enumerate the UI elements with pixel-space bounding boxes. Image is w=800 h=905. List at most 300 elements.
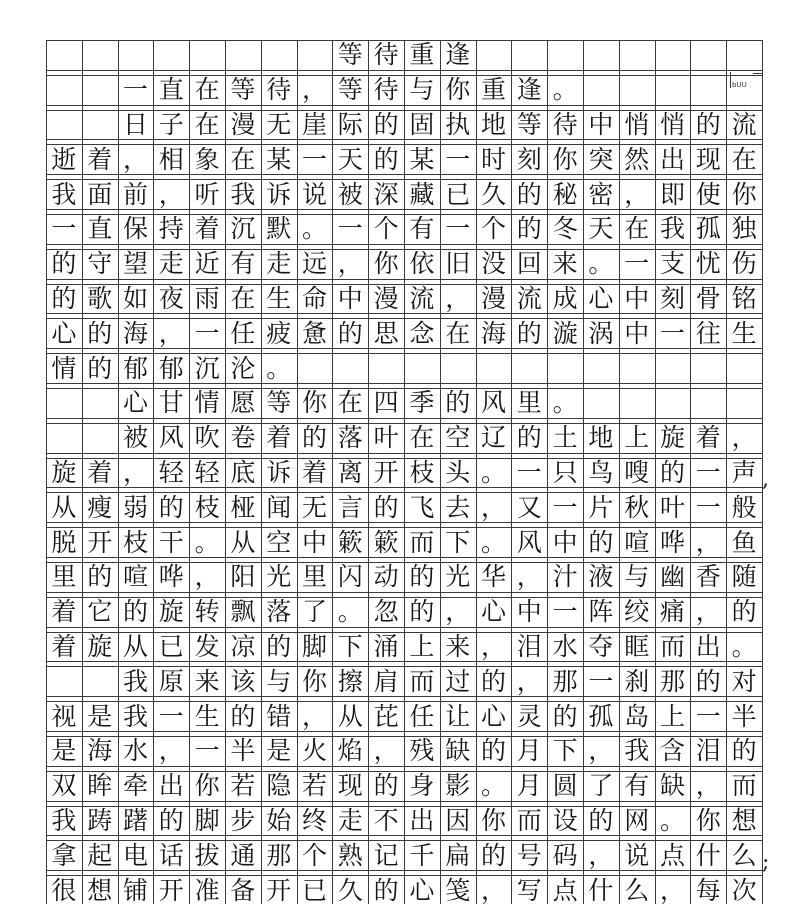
text-character: 与 <box>409 75 435 105</box>
text-character: 来 <box>552 249 578 279</box>
text-character: ， <box>373 736 399 766</box>
text-character: 海 <box>480 318 506 348</box>
overflow-punctuation: , <box>762 467 769 492</box>
text-character: 无 <box>301 492 327 522</box>
text-character: 的 <box>516 214 542 244</box>
text-character: 生 <box>731 318 757 348</box>
text-character: 个 <box>480 214 506 244</box>
text-character: 开 <box>266 875 292 905</box>
text-character: 心 <box>480 597 506 627</box>
text-character: 影 <box>445 771 471 801</box>
text-character: 而 <box>409 666 435 696</box>
text-character: 回 <box>516 249 542 279</box>
text-character: 已 <box>158 631 184 661</box>
text-character: 孤 <box>695 214 721 244</box>
grid-line-horizontal <box>46 105 762 106</box>
text-character: 已 <box>301 875 327 905</box>
text-character: ， <box>516 562 542 592</box>
text-character: 次 <box>731 875 757 905</box>
grid-line-horizontal <box>46 383 762 384</box>
text-character: 起 <box>87 840 113 870</box>
text-character: 地 <box>588 423 614 453</box>
text-character: ， <box>480 875 506 905</box>
text-character: 落 <box>337 423 363 453</box>
text-character: 鱼 <box>731 527 757 557</box>
grid-line-horizontal <box>46 244 762 245</box>
text-character: 飘 <box>230 597 256 627</box>
text-character: 走 <box>337 805 363 835</box>
text-character: 时 <box>480 144 506 174</box>
text-character: 的 <box>516 423 542 453</box>
text-character: 弱 <box>122 492 148 522</box>
text-character: 诉 <box>266 179 292 209</box>
text-character: 原 <box>158 666 184 696</box>
grid-line-horizontal <box>46 209 762 210</box>
text-character: 现 <box>695 144 721 174</box>
text-character: ， <box>122 144 148 174</box>
grid-line-horizontal <box>46 174 762 175</box>
text-character: ， <box>695 771 721 801</box>
text-character: 鸟 <box>588 457 614 487</box>
text-character: ， <box>480 631 506 661</box>
grid-line-horizontal <box>46 348 762 349</box>
text-character: 一 <box>695 701 721 731</box>
text-character: 因 <box>445 805 471 835</box>
text-character: 涌 <box>373 631 399 661</box>
text-character: 不 <box>373 805 399 835</box>
text-character: 出 <box>659 144 685 174</box>
text-character: 着 <box>301 457 327 487</box>
text-character: 中 <box>552 527 578 557</box>
grid-line-horizontal <box>46 766 762 767</box>
text-character: 的 <box>337 318 363 348</box>
text-character: 久 <box>480 179 506 209</box>
text-character: 深 <box>373 179 399 209</box>
text-character: 的 <box>695 109 721 139</box>
text-character: 灵 <box>516 701 542 731</box>
text-character: 缺 <box>659 771 685 801</box>
text-character: ， <box>158 736 184 766</box>
text-character: 泪 <box>695 736 721 766</box>
text-character: 密 <box>588 179 614 209</box>
text-character: 藏 <box>409 179 435 209</box>
text-character: 悄 <box>624 109 650 139</box>
text-character: 中 <box>516 597 542 627</box>
grid-line-horizontal <box>46 557 762 558</box>
text-character: 然 <box>624 144 650 174</box>
text-character: 号 <box>516 840 542 870</box>
text-character: 辽 <box>480 423 506 453</box>
text-character: 中 <box>588 109 614 139</box>
text-character: 喧 <box>624 527 650 557</box>
text-character: 来 <box>194 666 220 696</box>
text-character: 那 <box>266 840 292 870</box>
text-character: 终 <box>301 805 327 835</box>
text-character: 涡 <box>588 318 614 348</box>
text-character: ， <box>158 179 184 209</box>
text-character: 已 <box>445 179 471 209</box>
text-character: 的 <box>373 109 399 139</box>
text-character: 面 <box>87 179 113 209</box>
text-character: 漫 <box>230 109 256 139</box>
text-character: 旋 <box>659 423 685 453</box>
text-character: 头 <box>445 457 471 487</box>
text-character: 的 <box>552 701 578 731</box>
grid-line-horizontal <box>46 453 762 454</box>
text-character: 开 <box>373 457 399 487</box>
text-character: 缺 <box>445 736 471 766</box>
text-character: 牵 <box>122 771 148 801</box>
text-character: 里 <box>516 388 542 418</box>
text-character: 在 <box>194 109 220 139</box>
text-character: 备 <box>230 875 256 905</box>
text-character: ， <box>731 423 757 453</box>
text-character: 一 <box>194 318 220 348</box>
text-character: 的 <box>373 771 399 801</box>
text-character: 执 <box>445 109 471 139</box>
text-character: 漫 <box>373 283 399 313</box>
text-character: 着 <box>87 144 113 174</box>
text-character: 月 <box>516 736 542 766</box>
text-character: 含 <box>659 736 685 766</box>
text-character: 逝 <box>51 144 77 174</box>
text-character: 惫 <box>301 318 327 348</box>
text-character: 电 <box>122 840 148 870</box>
text-character: 你 <box>301 666 327 696</box>
text-character: 夜 <box>158 283 184 313</box>
text-character: 片 <box>588 492 614 522</box>
text-character: 若 <box>301 771 327 801</box>
text-character: 说 <box>301 179 327 209</box>
text-character: 光 <box>266 562 292 592</box>
text-character: 流 <box>409 283 435 313</box>
text-character: 扁 <box>445 840 471 870</box>
text-character: 什 <box>695 840 721 870</box>
text-character: 心 <box>409 875 435 905</box>
text-character: 歌 <box>87 283 113 313</box>
text-character: 你 <box>373 249 399 279</box>
text-character: 一 <box>158 701 184 731</box>
text-character: 泪 <box>516 631 542 661</box>
text-character: 命 <box>301 283 327 313</box>
text-character: 簌 <box>373 527 399 557</box>
text-character: 中 <box>301 527 327 557</box>
text-character: 土 <box>552 423 578 453</box>
text-character: ， <box>158 318 184 348</box>
text-character: 只 <box>552 457 578 487</box>
text-character: 久 <box>337 875 363 905</box>
text-character: 那 <box>552 666 578 696</box>
text-character: 叶 <box>659 492 685 522</box>
grid-line-horizontal <box>46 313 762 314</box>
margin-tick <box>753 70 763 71</box>
text-character: 中 <box>624 318 650 348</box>
text-character: 。 <box>194 527 220 557</box>
text-character: 的 <box>731 597 757 627</box>
text-character: 在 <box>230 283 256 313</box>
text-character: 的 <box>266 631 292 661</box>
text-character: 沉 <box>194 353 220 383</box>
text-character: ， <box>445 283 471 313</box>
text-character: 点 <box>552 875 578 905</box>
text-character: 。 <box>588 249 614 279</box>
text-character: 。 <box>480 771 506 801</box>
text-character: 诉 <box>266 457 292 487</box>
text-character: 。 <box>731 631 757 661</box>
text-character: 逢 <box>516 75 542 105</box>
text-character: 着 <box>87 457 113 487</box>
text-character: 码 <box>552 840 578 870</box>
text-character: 孤 <box>588 701 614 731</box>
text-character: 心 <box>480 701 506 731</box>
text-character: ， <box>301 701 327 731</box>
text-character: 一 <box>624 249 650 279</box>
text-character: 旧 <box>445 249 471 279</box>
text-character: 我 <box>122 701 148 731</box>
text-character: 的 <box>301 423 327 453</box>
text-character: 在 <box>337 388 363 418</box>
text-character: 着 <box>194 214 220 244</box>
text-character: 使 <box>695 179 721 209</box>
text-character: 出 <box>695 631 721 661</box>
text-character: 一 <box>588 666 614 696</box>
text-character: ， <box>516 666 542 696</box>
text-character: 残 <box>409 736 435 766</box>
text-character: 阵 <box>588 597 614 627</box>
text-character: 你 <box>695 805 721 835</box>
text-character: 身 <box>409 771 435 801</box>
text-character: 下 <box>552 736 578 766</box>
text-character: 你 <box>194 771 220 801</box>
text-character: 脱 <box>51 527 77 557</box>
text-character: 着 <box>51 631 77 661</box>
text-character: 有 <box>230 249 256 279</box>
text-character: 凉 <box>230 631 256 661</box>
text-character: 下 <box>337 631 363 661</box>
text-character: 生 <box>194 701 220 731</box>
text-character: 夺 <box>588 631 614 661</box>
text-character: 液 <box>588 562 614 592</box>
text-character: 是 <box>266 736 292 766</box>
text-character: 话 <box>158 840 184 870</box>
text-character: 水 <box>122 736 148 766</box>
text-character: 开 <box>87 527 113 557</box>
text-character: 写 <box>516 875 542 905</box>
text-character: 在 <box>624 214 650 244</box>
text-character: 往 <box>695 318 721 348</box>
text-character: 等 <box>516 109 542 139</box>
text-character: 从 <box>230 527 256 557</box>
text-character: 铺 <box>122 875 148 905</box>
grid-line-horizontal <box>46 696 762 697</box>
text-character: 肩 <box>373 666 399 696</box>
text-character: 又 <box>516 492 542 522</box>
text-character: 在 <box>194 75 220 105</box>
text-character: 眸 <box>87 771 113 801</box>
text-character: 而 <box>659 631 685 661</box>
text-character: 那 <box>659 666 685 696</box>
text-character: 在 <box>445 318 471 348</box>
text-character: 在 <box>409 423 435 453</box>
text-character: 四 <box>373 388 399 418</box>
text-character: 的 <box>588 527 614 557</box>
text-character: 一 <box>194 736 220 766</box>
text-character: 言 <box>337 492 363 522</box>
text-character: 汁 <box>552 562 578 592</box>
text-character: 地 <box>480 109 506 139</box>
text-character: 成 <box>552 283 578 313</box>
text-character: 一 <box>516 457 542 487</box>
text-character: 随 <box>731 562 757 592</box>
text-character: 一 <box>337 214 363 244</box>
text-character: 声 <box>731 457 757 487</box>
text-character: 般 <box>731 492 757 522</box>
text-character: 秋 <box>624 492 650 522</box>
text-character: 旋 <box>51 457 77 487</box>
text-character: 熟 <box>337 840 363 870</box>
text-character: 一 <box>51 214 77 244</box>
text-character: 从 <box>337 701 363 731</box>
text-character: 岛 <box>624 701 650 731</box>
text-character: 我 <box>51 805 77 835</box>
text-character: 守 <box>87 249 113 279</box>
text-character: 发 <box>194 631 220 661</box>
text-character: 的 <box>122 597 148 627</box>
text-character: 。 <box>480 457 506 487</box>
text-character: 的 <box>409 597 435 627</box>
text-character: 与 <box>624 562 650 592</box>
text-character: ， <box>337 249 363 279</box>
text-character: 崖 <box>301 109 327 139</box>
text-character: 的 <box>87 353 113 383</box>
text-character: 思 <box>373 318 399 348</box>
margin-tick <box>753 73 763 74</box>
text-character: 一 <box>445 214 471 244</box>
text-character: 个 <box>373 214 399 244</box>
text-character: 忧 <box>695 249 721 279</box>
text-character: 郁 <box>158 353 184 383</box>
text-character: 很 <box>51 875 77 905</box>
text-character: 卷 <box>230 423 256 453</box>
text-character: 现 <box>337 771 363 801</box>
text-character: 哗 <box>659 527 685 557</box>
text-character: 转 <box>194 597 220 627</box>
text-character: 笺 <box>445 875 471 905</box>
text-character: 一 <box>695 492 721 522</box>
text-character: 出 <box>409 805 435 835</box>
text-character: 喧 <box>122 562 148 592</box>
overflow-punctuation: ; <box>762 850 770 875</box>
text-character: 海 <box>87 736 113 766</box>
text-character: 的 <box>480 666 506 696</box>
text-character: 有 <box>409 214 435 244</box>
text-character: 。 <box>337 597 363 627</box>
text-character: 某 <box>409 144 435 174</box>
text-character: 等 <box>230 75 256 105</box>
text-character: 流 <box>731 109 757 139</box>
text-character: 走 <box>266 249 292 279</box>
text-character: 保 <box>122 214 148 244</box>
text-character: 么 <box>731 840 757 870</box>
text-character: 脚 <box>301 631 327 661</box>
text-character: 吹 <box>194 423 220 453</box>
text-character: 开 <box>158 875 184 905</box>
text-character: 芘 <box>373 701 399 731</box>
grid-line-horizontal <box>46 279 762 280</box>
text-character: 即 <box>659 179 685 209</box>
text-character: 出 <box>158 771 184 801</box>
title-character: 等 <box>337 40 363 70</box>
text-character: 伤 <box>731 249 757 279</box>
text-character: 华 <box>480 562 506 592</box>
text-character: 你 <box>301 388 327 418</box>
text-character: 轻 <box>194 457 220 487</box>
text-character: 突 <box>588 144 614 174</box>
text-character: ， <box>695 527 721 557</box>
text-character: 前 <box>122 179 148 209</box>
text-character: 了 <box>588 771 614 801</box>
text-character: 沦 <box>230 353 256 383</box>
text-character: 一 <box>301 144 327 174</box>
text-character: ， <box>122 457 148 487</box>
text-character: 闻 <box>266 492 292 522</box>
text-character: 漩 <box>552 318 578 348</box>
text-character: 空 <box>266 527 292 557</box>
text-character: 你 <box>480 805 506 835</box>
text-character: 的 <box>51 249 77 279</box>
text-character: 一 <box>122 75 148 105</box>
text-character: 情 <box>51 353 77 383</box>
text-character: 念 <box>409 318 435 348</box>
text-character: 一 <box>659 318 685 348</box>
text-character: 在 <box>230 144 256 174</box>
text-character: 有 <box>624 771 650 801</box>
text-character: 枝 <box>122 527 148 557</box>
text-character: 的 <box>158 492 184 522</box>
text-character: 香 <box>695 562 721 592</box>
text-character: 上 <box>409 631 435 661</box>
text-character: 从 <box>51 492 77 522</box>
text-character: ， <box>480 492 506 522</box>
text-character: 的 <box>51 283 77 313</box>
text-character: 的 <box>695 666 721 696</box>
text-character: 我 <box>230 179 256 209</box>
grid-line-horizontal <box>46 731 762 732</box>
text-character: 是 <box>87 701 113 731</box>
text-character: 月 <box>516 771 542 801</box>
text-character: 相 <box>158 144 184 174</box>
text-character: 生 <box>266 283 292 313</box>
text-character: 步 <box>230 805 256 835</box>
text-character: 甘 <box>158 388 184 418</box>
text-character: 子 <box>158 109 184 139</box>
text-character: 而 <box>731 771 757 801</box>
text-character: 躇 <box>122 805 148 835</box>
text-character: 火 <box>301 736 327 766</box>
text-character: 悄 <box>659 109 685 139</box>
text-character: 我 <box>624 736 650 766</box>
text-character: 疲 <box>266 318 292 348</box>
text-character: ， <box>301 75 327 105</box>
text-character: 被 <box>337 179 363 209</box>
text-character: 郁 <box>122 353 148 383</box>
text-character: 的 <box>516 179 542 209</box>
text-character: 半 <box>731 701 757 731</box>
text-character: 离 <box>337 457 363 487</box>
text-character: 流 <box>516 283 542 313</box>
text-character: 来 <box>445 631 471 661</box>
text-character: ， <box>624 179 650 209</box>
